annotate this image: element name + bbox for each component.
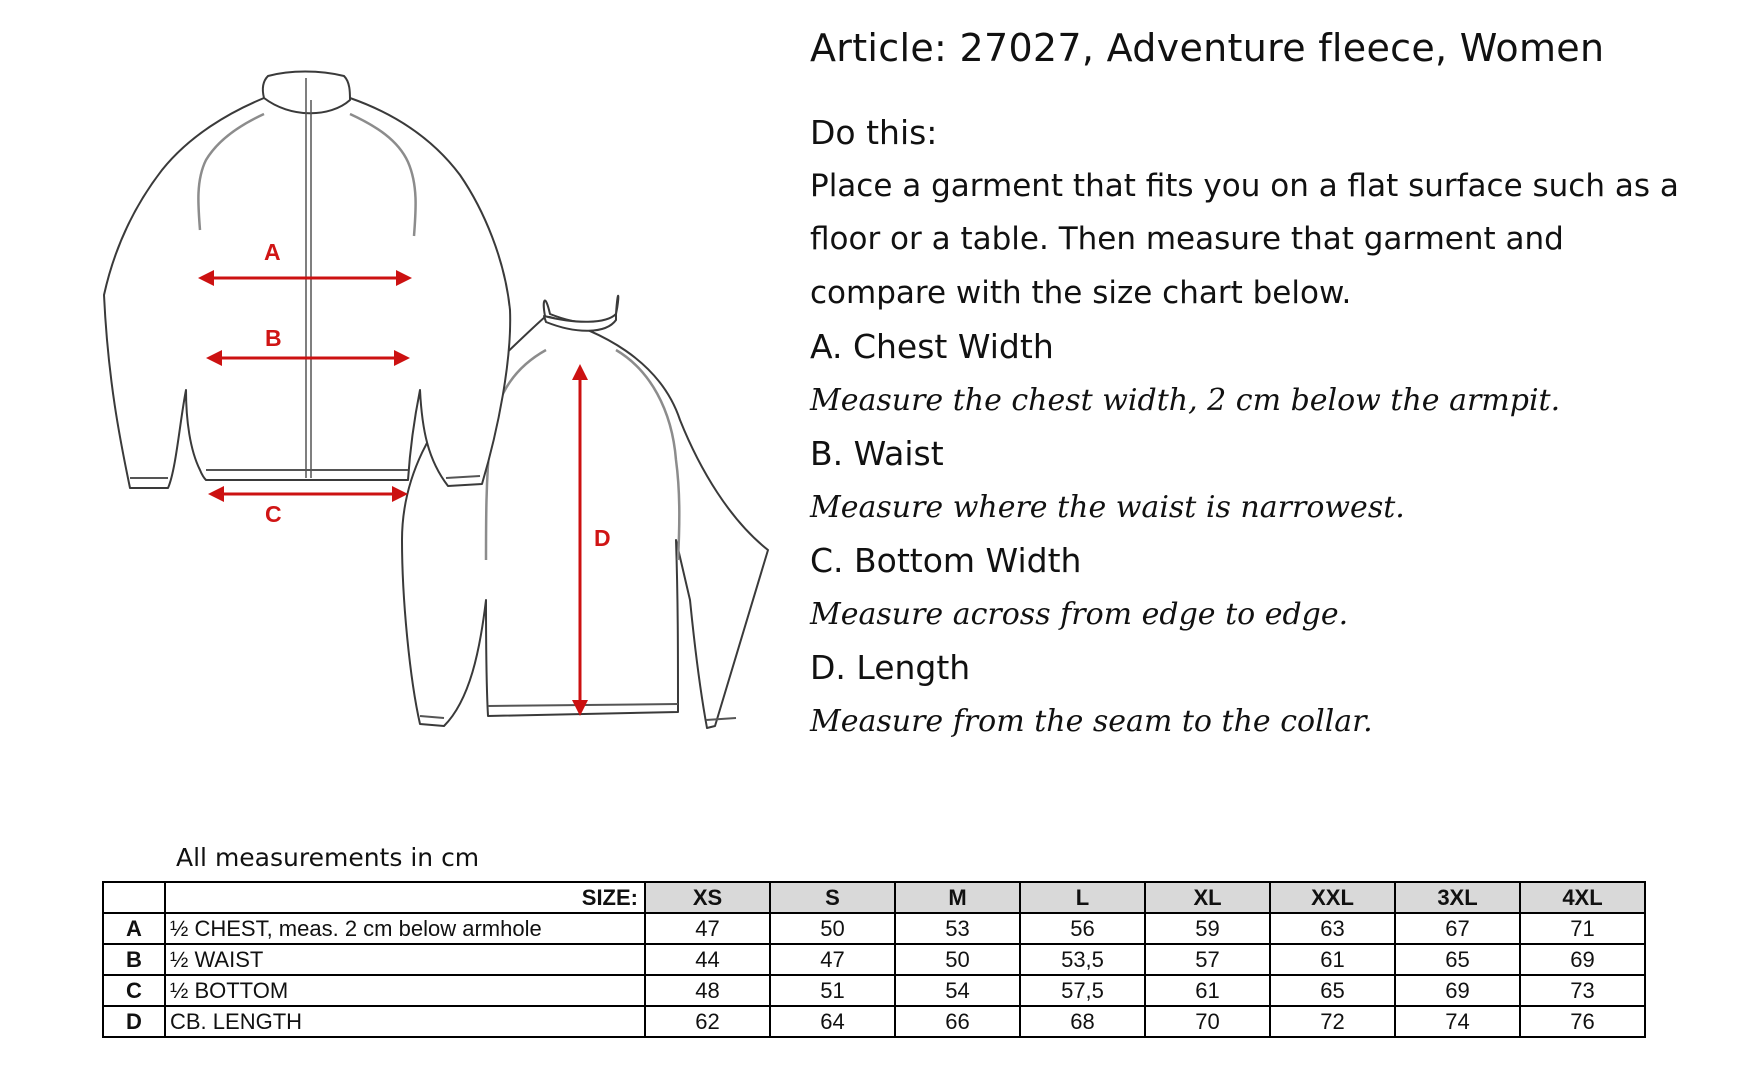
measurement-heading-a: A. Chest Width: [810, 327, 1054, 366]
table-cell: 71: [1520, 913, 1645, 944]
row-label: ½ CHEST, meas. 2 cm below armhole: [165, 913, 645, 944]
jacket-front-body: [104, 90, 510, 488]
instructions-panel: [810, 26, 1740, 748]
row-code: B: [103, 944, 165, 975]
size-header-4xl: 4XL: [1520, 882, 1645, 913]
measure-arrow-c: [208, 486, 408, 527]
table-cell: 57: [1145, 944, 1270, 975]
table-row: [103, 944, 1645, 975]
row-label: CB. LENGTH: [165, 1006, 645, 1037]
table-cell: 76: [1520, 1006, 1645, 1037]
table-cell: 44: [645, 944, 770, 975]
do-this-heading: Do this:: [810, 113, 938, 152]
measure-label-a: A: [264, 239, 281, 265]
table-cell: 57,5: [1020, 975, 1145, 1006]
size-header-s: S: [770, 882, 895, 913]
garment-illustration: [0, 0, 800, 770]
size-header-l: L: [1020, 882, 1145, 913]
table-cell: 65: [1270, 975, 1395, 1006]
units-note: All measurements in cm: [176, 843, 480, 872]
size-header-m: M: [895, 882, 1020, 913]
size-header-xxl: XXL: [1270, 882, 1395, 913]
measurement-desc-b: Measure where the waist is narrowest.: [810, 489, 1405, 525]
table-cell: 59: [1145, 913, 1270, 944]
size-header-row: [103, 882, 1645, 913]
table-cell: 70: [1145, 1006, 1270, 1037]
table-cell: 67: [1395, 913, 1520, 944]
table-cell: 69: [1520, 944, 1645, 975]
measure-label-d: D: [594, 525, 611, 551]
table-cell: 48: [645, 975, 770, 1006]
table-cell: 65: [1395, 944, 1520, 975]
size-header-xl: XL: [1145, 882, 1270, 913]
jacket-front-view: [104, 72, 510, 489]
table-cell: 64: [770, 1006, 895, 1037]
measurement-desc-d: Measure from the seam to the collar.: [810, 703, 1373, 739]
size-label-cell: SIZE:: [165, 882, 645, 913]
table-cell: 61: [1145, 975, 1270, 1006]
table-cell: 68: [1020, 1006, 1145, 1037]
measure-label-c: C: [265, 501, 282, 527]
intro-line: Place a garment that fits you on a flat surface such as a: [810, 167, 1679, 204]
table-cell: 51: [770, 975, 895, 1006]
size-header-3xl: 3XL: [1395, 882, 1520, 913]
measurement-heading-c: C. Bottom Width: [810, 541, 1082, 580]
row-code: D: [103, 1006, 165, 1037]
table-cell: 53,5: [1020, 944, 1145, 975]
measurement-desc-a: Measure the chest width, 2 cm below the armpit.: [810, 382, 1561, 418]
table-cell: 66: [895, 1006, 1020, 1037]
table-cell: 74: [1395, 1006, 1520, 1037]
table-cell: 69: [1395, 975, 1520, 1006]
row-code: A: [103, 913, 165, 944]
measure-label-b: B: [265, 325, 282, 351]
instructions-body: [810, 106, 1740, 748]
table-cell: 62: [645, 1006, 770, 1037]
table-cell: 72: [1270, 1006, 1395, 1037]
table-cell: 56: [1020, 913, 1145, 944]
table-row: [103, 913, 1645, 944]
table-cell: 50: [770, 913, 895, 944]
table-row: [103, 1006, 1645, 1037]
size-header-xs: XS: [645, 882, 770, 913]
intro-line: floor or a table. Then measure that garment and: [810, 221, 1564, 257]
table-corner-cell: [103, 882, 165, 913]
table-cell: 53: [895, 913, 1020, 944]
article-title: Article: 27027, Adventure fleece, Women: [810, 26, 1605, 70]
table-row: [103, 975, 1645, 1006]
row-label: ½ WAIST: [165, 944, 645, 975]
size-chart-table: [102, 881, 1646, 1038]
measurement-heading-b: B. Waist: [810, 434, 944, 473]
table-cell: 73: [1520, 975, 1645, 1006]
table-cell: 63: [1270, 913, 1395, 944]
table-cell: 61: [1270, 944, 1395, 975]
measurement-desc-c: Measure across from edge to edge.: [810, 596, 1349, 632]
table-cell: 47: [770, 944, 895, 975]
row-label: ½ BOTTOM: [165, 975, 645, 1006]
table-cell: 50: [895, 944, 1020, 975]
table-cell: 47: [645, 913, 770, 944]
intro-line: compare with the size chart below.: [810, 274, 1352, 311]
table-cell: 54: [895, 975, 1020, 1006]
measurement-heading-d: D. Length: [810, 648, 971, 687]
row-code: C: [103, 975, 165, 1006]
